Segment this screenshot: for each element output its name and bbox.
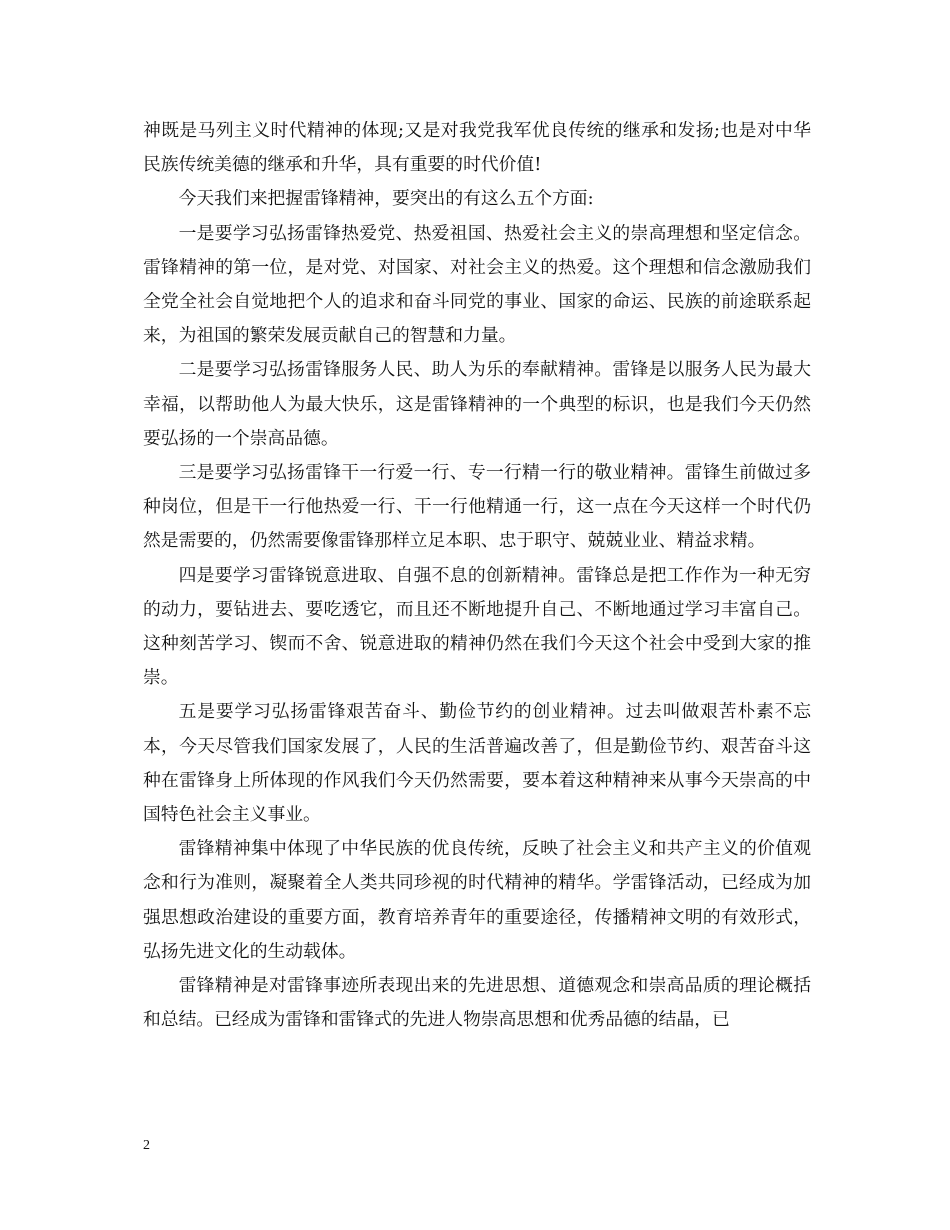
page-number: 2 <box>143 1138 150 1153</box>
paragraph-4: 二是要学习弘扬雷锋服务人民、助人为乐的奉献精神。雷锋是以服务人民为最大幸福，以帮助他人为最大快乐，这是雷锋精神的一个典型的标识，也是我们今天仍然要弘扬的一个崇高品德。 <box>143 359 811 449</box>
document-body <box>143 114 811 1037</box>
paragraph-7: 五是要学习弘扬雷锋艰苦奋斗、勤俭节约的创业精神。过去叫做艰苦朴素不忘本，今天尽管我们国家发展了，人民的生活普遍改善了，但是勤俭节约、艰苦奋斗这种在雷锋身上所体现的作风我们今天仍然需要，要本着这种精神来从事今天崇高的中国特色社会主义事业。 <box>143 701 811 826</box>
paragraph-1: 神既是马列主义时代精神的体现;又是对我党我军优良传统的继承和发扬;也是对中华民族传统美德的继承和升华，具有重要的时代价值! <box>143 120 811 176</box>
paragraph-9: 雷锋精神是对雷锋事迹所表现出来的先进思想、道德观念和崇高品质的理论概括和总结。已经成为雷锋和雷锋式的先进人物崇高思想和优秀品德的结晶，已 <box>143 975 811 1031</box>
paragraph-5: 三是要学习弘扬雷锋干一行爱一行、专一行精一行的敬业精神。雷锋生前做过多种岗位，但是干一行他热爱一行、干一行他精通一行，这一点在今天这样一个时代仍然是需要的，仍然需要像雷锋那样立足本职、忠于职守、兢兢业业、精益求精。 <box>143 462 811 552</box>
paragraph-6: 四是要学习雷锋锐意进取、自强不息的创新精神。雷锋总是把工作作为一种无穷的动力，要钻进去、要吃透它，而且还不断地提升自己、不断地通过学习丰富自己。这种刻苦学习、锲而不舍、锐意进取的精神仍然在我们今天这个社会中受到大家的推崇。 <box>143 564 811 689</box>
paragraph-3: 一是要学习弘扬雷锋热爱党、热爱祖国、热爱社会主义的崇高理想和坚定信念。雷锋精神的第一位，是对党、对国家、对社会主义的热爱。这个理想和信念激励我们全党全社会自觉地把个人的追求和奋斗同党的事业、国家的命运、民族的前途联系起来，为祖国的繁荣发展贡献自己的智慧和力量。 <box>143 222 811 347</box>
paragraph-8: 雷锋精神集中体现了中华民族的优良传统，反映了社会主义和共产主义的价值观念和行为准则，凝聚着全人类共同珍视的时代精神的精华。学雷锋活动，已经成为加强思想政治建设的重要方面，教育培养青年的重要途径，传播精神文明的有效形式，弘扬先进文化的生动载体。 <box>143 838 811 962</box>
paragraph-2: 今天我们来把握雷锋精神，要突出的有这么五个方面: <box>178 188 594 210</box>
